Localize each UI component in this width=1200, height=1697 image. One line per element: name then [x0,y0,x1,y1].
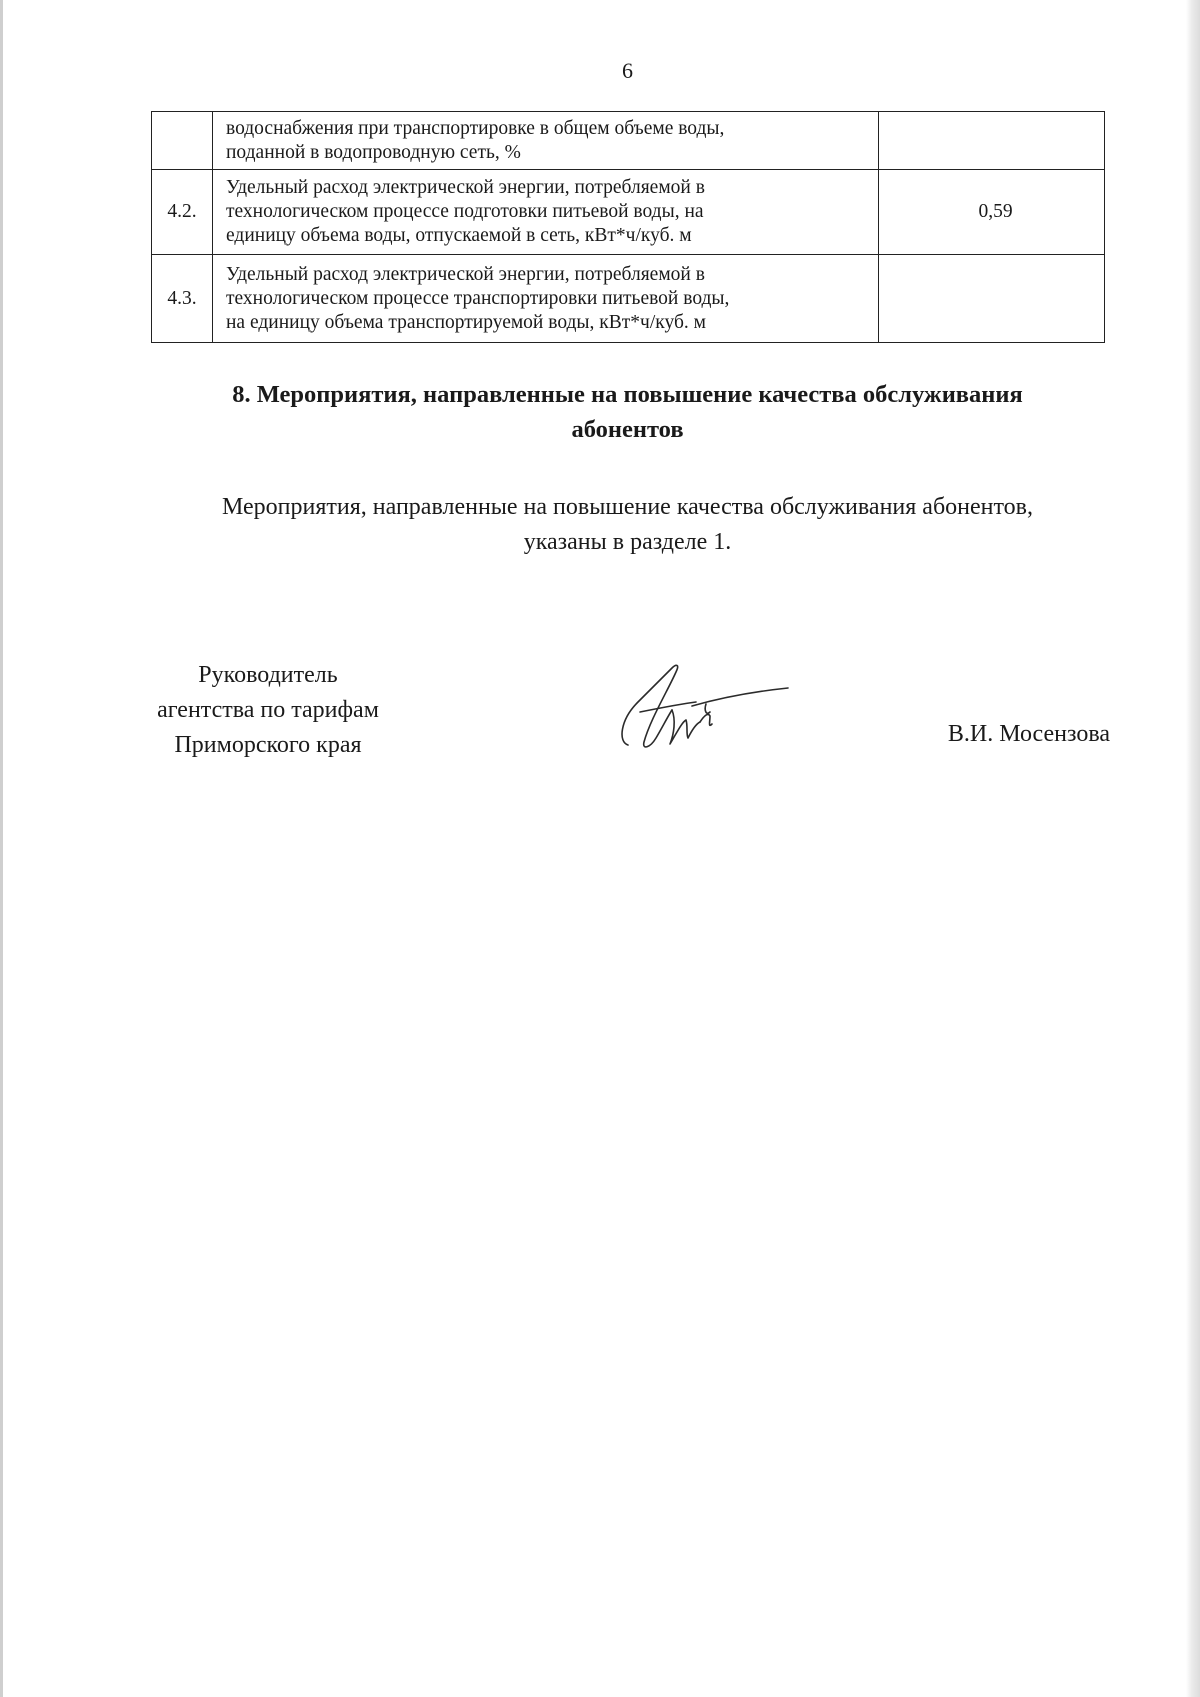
indicator-name-line: Удельный расход электрической энергии, потребляемой в [226,177,705,198]
section-body-line: Мероприятия, направленные на повышение качества обслуживания абонентов, [222,494,1033,520]
indicator-value-cell: 0,59 [879,170,1105,255]
row-number-cell: 4.3. [152,255,213,343]
section-body-line: указаны в разделе 1. [523,529,732,555]
indicator-name-line: единицу объема воды, отпускаемой в сеть, кВт*ч/куб. м [226,225,692,246]
scan-right-edge [1186,0,1200,1697]
indicator-name-line: водоснабжения при транспортировке в общем объеме воды, [226,117,725,139]
indicator-name-line: поданной в водопроводную сеть, % [226,141,521,163]
indicator-name-cell [213,255,879,343]
indicator-value-cell [879,112,1105,170]
indicator-name-cell [213,170,879,255]
indicator-name-line: Удельный расход электрической энергии, потребляемой в [226,263,705,285]
signatory-title-line: агентства по тарифам [157,697,379,723]
table-row [152,170,1105,255]
scan-left-edge [0,0,3,1697]
indicator-name-line: технологическом процессе подготовки питьевой воды, на [226,201,704,222]
indicator-value-cell [879,255,1105,343]
signatory-title-line: Руководитель [198,662,338,688]
indicator-name-line: на единицу объема транспортируемой воды, кВт*ч/куб. м [226,311,706,333]
signatory-title-line: Приморского края [174,732,362,758]
section-heading-line: 8. Мероприятия, направленные на повышение качества обслуживания [232,381,1023,408]
table-row [152,255,1105,343]
page-number: 6 [622,58,633,83]
indicators-table [151,111,1105,343]
signatory-name: В.И. Мосензова [947,721,1110,747]
signatory-title [120,658,416,763]
handwritten-signature [610,650,800,760]
row-number-cell [152,112,213,170]
row-number-cell: 4.2. [152,170,213,255]
section-body [140,490,1115,560]
table-row [152,112,1105,170]
section-heading [140,377,1115,447]
indicator-name-cell [213,112,879,170]
indicator-name-line: технологическом процессе транспортировки питьевой воды, [226,287,730,309]
section-heading-line: абонентов [571,416,684,443]
